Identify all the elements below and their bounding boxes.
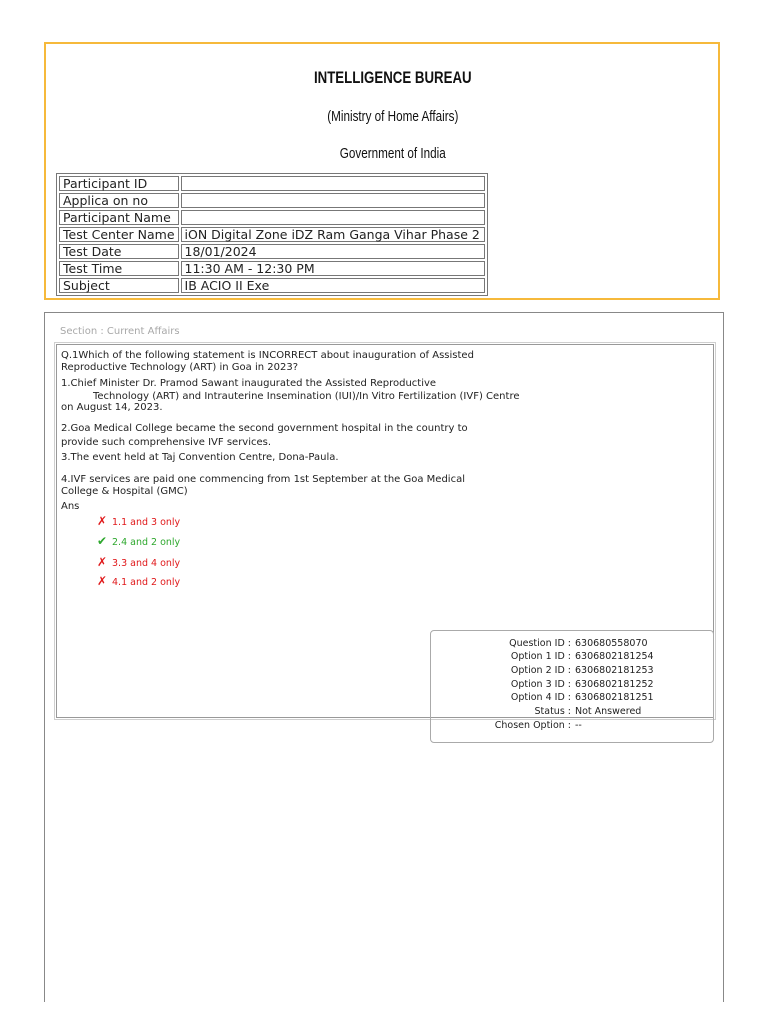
option-text: 2.4 and 2 only — [112, 537, 181, 548]
info-row — [59, 193, 485, 208]
meta-value: 6306802181254 — [575, 651, 654, 662]
check-icon: ✔ — [97, 534, 108, 548]
meta-value: 630680558070 — [575, 638, 648, 649]
info-row — [59, 227, 485, 242]
option-2[interactable] — [97, 534, 180, 548]
info-value: IB ACIO II Exe — [181, 278, 485, 293]
info-key: Test Time — [59, 261, 179, 276]
info-key: Participant Name — [59, 210, 179, 225]
meta-row — [431, 664, 713, 677]
info-row — [59, 244, 485, 259]
option-1[interactable] — [97, 514, 180, 528]
meta-key: Option 2 ID : — [510, 665, 571, 676]
meta-row — [431, 678, 713, 691]
meta-key: Option 3 ID : — [510, 679, 571, 690]
info-key: Participant ID — [59, 176, 179, 191]
statement-line: 2.Goa Medical College became the second government hospital in the country to — [61, 423, 468, 434]
info-row — [59, 278, 485, 293]
statement-line: 4.IVF services are paid one commencing from 1st September at the Goa Medical — [61, 474, 465, 485]
meta-value: 6306802181251 — [575, 692, 654, 703]
question-meta-box — [430, 630, 714, 743]
chosen-option-value: -- — [575, 720, 582, 731]
meta-row — [431, 650, 713, 663]
meta-row — [431, 637, 713, 650]
meta-key: Question ID : — [509, 638, 571, 649]
section-label: Section : Current Affairs — [60, 326, 180, 337]
meta-key: Chosen Option : — [494, 720, 571, 731]
statement-line: 3.The event held at Taj Convention Centre, Dona-Paula. — [61, 452, 339, 463]
statement-line: provide such comprehensive IVF services. — [61, 437, 272, 448]
meta-value: 6306802181252 — [575, 679, 654, 690]
info-value: 18/01/2024 — [181, 244, 485, 259]
ministry-subtitle: (Ministry of Home Affairs) — [327, 108, 459, 125]
info-row — [59, 210, 485, 225]
page-title: INTELLIGENCE BUREAU — [313, 68, 472, 87]
info-value — [181, 176, 485, 191]
participant-info-table — [56, 173, 488, 296]
info-key: Subject — [59, 278, 179, 293]
statement-line: College & Hospital (GMC) — [61, 486, 188, 497]
info-value: iON Digital Zone iDZ Ram Ganga Vihar Phase 2 — [181, 227, 485, 242]
answer-label: Ans — [61, 501, 80, 512]
info-key: Applica on no — [59, 193, 179, 208]
meta-row — [431, 705, 713, 718]
cross-icon: ✗ — [97, 555, 108, 569]
option-3[interactable] — [97, 555, 180, 569]
meta-key: Option 4 ID : — [510, 692, 571, 703]
government-subtitle: Government of India — [339, 145, 446, 162]
question-panel — [44, 312, 724, 1002]
info-value: 11:30 AM - 12:30 PM — [181, 261, 485, 276]
question-text-line: Q.1Which of the following statement is INCORRECT about inauguration of Assisted — [61, 350, 474, 361]
question-card — [56, 344, 714, 731]
statement-line: 1.Chief Minister Dr. Pramod Sawant inaugurated the Assisted Reproductive — [61, 378, 437, 389]
meta-key: Option 1 ID : — [510, 651, 571, 662]
info-key: Test Date — [59, 244, 179, 259]
question-text-line: Reproductive Technology (ART) in Goa in 2023? — [61, 362, 299, 373]
header-box — [44, 42, 720, 300]
meta-value: 6306802181253 — [575, 665, 654, 676]
info-row — [59, 261, 485, 276]
status-value: Not Answered — [575, 706, 642, 717]
option-text: 3.3 and 4 only — [112, 558, 181, 569]
info-value — [181, 210, 485, 225]
statement-line: on August 14, 2023. — [61, 402, 163, 413]
statement-line: Technology (ART) and Intrauterine Insemination (IUI)/In Vitro Fertilization (IVF) Centre — [93, 391, 520, 402]
meta-row — [431, 691, 713, 704]
cross-icon: ✗ — [97, 574, 108, 588]
info-value — [181, 193, 485, 208]
info-row — [59, 176, 485, 191]
meta-row — [431, 719, 713, 732]
option-text: 4.1 and 2 only — [112, 577, 181, 588]
option-text: 1.1 and 3 only — [112, 517, 181, 528]
info-key: Test Center Name — [59, 227, 179, 242]
meta-key: Status : — [534, 706, 571, 717]
option-4[interactable] — [97, 574, 180, 588]
cross-icon: ✗ — [97, 514, 108, 528]
